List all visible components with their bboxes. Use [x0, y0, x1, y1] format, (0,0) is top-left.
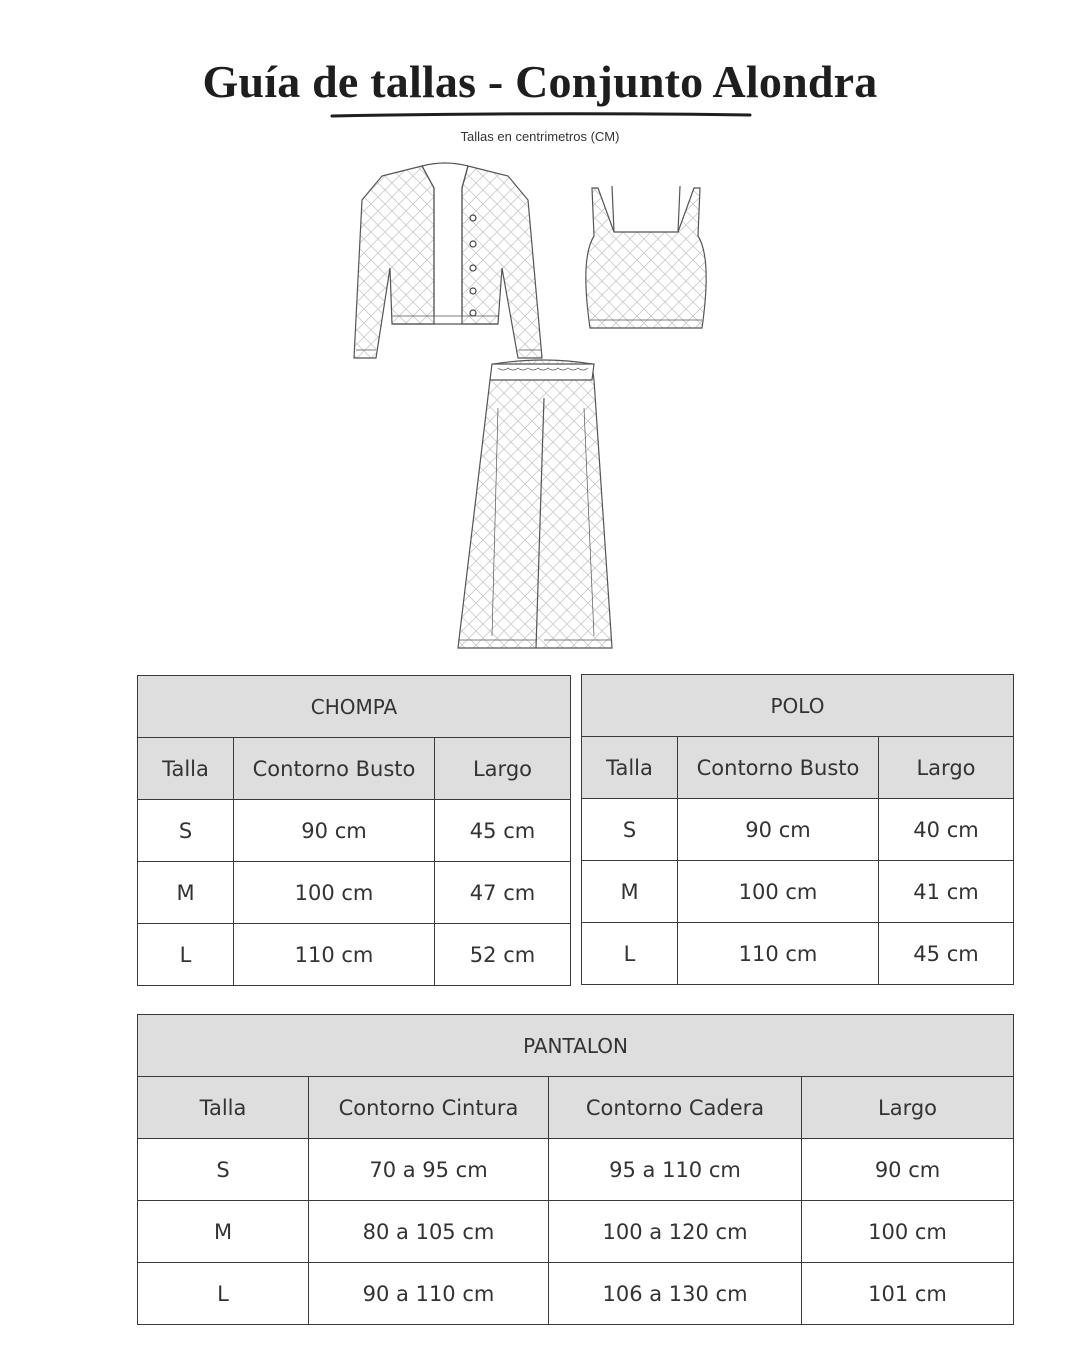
table-cell: 100 a 120 cm [549, 1201, 802, 1263]
table-row [138, 924, 571, 986]
size-cell: S [582, 799, 678, 861]
size-cell: M [138, 1201, 309, 1263]
table-cell: 90 a 110 cm [309, 1263, 549, 1325]
column-header-talla: Talla [138, 738, 234, 800]
table-row [138, 800, 571, 862]
title-underline [330, 112, 752, 118]
column-header-contorno-busto: Contorno Busto [234, 738, 435, 800]
table-cell: 70 a 95 cm [309, 1139, 549, 1201]
page-subtitle: Tallas en centrimetros (CM) [460, 129, 620, 144]
column-header-largo: Largo [802, 1077, 1014, 1139]
size-cell: M [582, 861, 678, 923]
table-cell: 100 cm [678, 861, 879, 923]
size-cell: L [582, 923, 678, 985]
column-header-talla: Talla [138, 1077, 309, 1139]
page-title: Guía de tallas - Conjunto Alondra [202, 56, 878, 107]
chompa-size-table [137, 675, 571, 986]
table-cell: 47 cm [435, 862, 571, 924]
table-cell: 90 cm [802, 1139, 1014, 1201]
garment-sketch-illustration [322, 148, 754, 664]
table-cell: 45 cm [879, 923, 1014, 985]
size-cell: L [138, 1263, 309, 1325]
cardigan-sketch [354, 163, 542, 358]
table-row [138, 862, 571, 924]
column-header-largo: Largo [879, 737, 1014, 799]
pantalon-title: PANTALON [138, 1015, 1014, 1077]
table-cell: 41 cm [879, 861, 1014, 923]
table-row [138, 1139, 1014, 1201]
table-row [138, 1201, 1014, 1263]
table-row [582, 799, 1014, 861]
size-cell: S [138, 1139, 309, 1201]
table-cell: 90 cm [678, 799, 879, 861]
chompa-title: CHOMPA [138, 676, 571, 738]
polo-title: POLO [582, 675, 1014, 737]
table-cell: 45 cm [435, 800, 571, 862]
table-row [138, 1263, 1014, 1325]
column-header-contorno-cintura: Contorno Cintura [309, 1077, 549, 1139]
size-cell: L [138, 924, 234, 986]
table-cell: 100 cm [234, 862, 435, 924]
pantalon-size-table [137, 1014, 1014, 1325]
table-row [582, 861, 1014, 923]
polo-size-table [581, 674, 1014, 985]
table-cell: 52 cm [435, 924, 571, 986]
table-cell: 110 cm [678, 923, 879, 985]
column-header-talla: Talla [582, 737, 678, 799]
table-cell: 110 cm [234, 924, 435, 986]
size-cell: M [138, 862, 234, 924]
table-cell: 95 a 110 cm [549, 1139, 802, 1201]
table-row [582, 923, 1014, 985]
pants-sketch [458, 360, 612, 648]
table-cell: 40 cm [879, 799, 1014, 861]
table-cell: 90 cm [234, 800, 435, 862]
column-header-largo: Largo [435, 738, 571, 800]
table-cell: 106 a 130 cm [549, 1263, 802, 1325]
table-cell: 100 cm [802, 1201, 1014, 1263]
size-cell: S [138, 800, 234, 862]
column-header-contorno-busto: Contorno Busto [678, 737, 879, 799]
column-header-contorno-cadera: Contorno Cadera [549, 1077, 802, 1139]
top-sketch [586, 186, 706, 328]
table-cell: 80 a 105 cm [309, 1201, 549, 1263]
table-cell: 101 cm [802, 1263, 1014, 1325]
